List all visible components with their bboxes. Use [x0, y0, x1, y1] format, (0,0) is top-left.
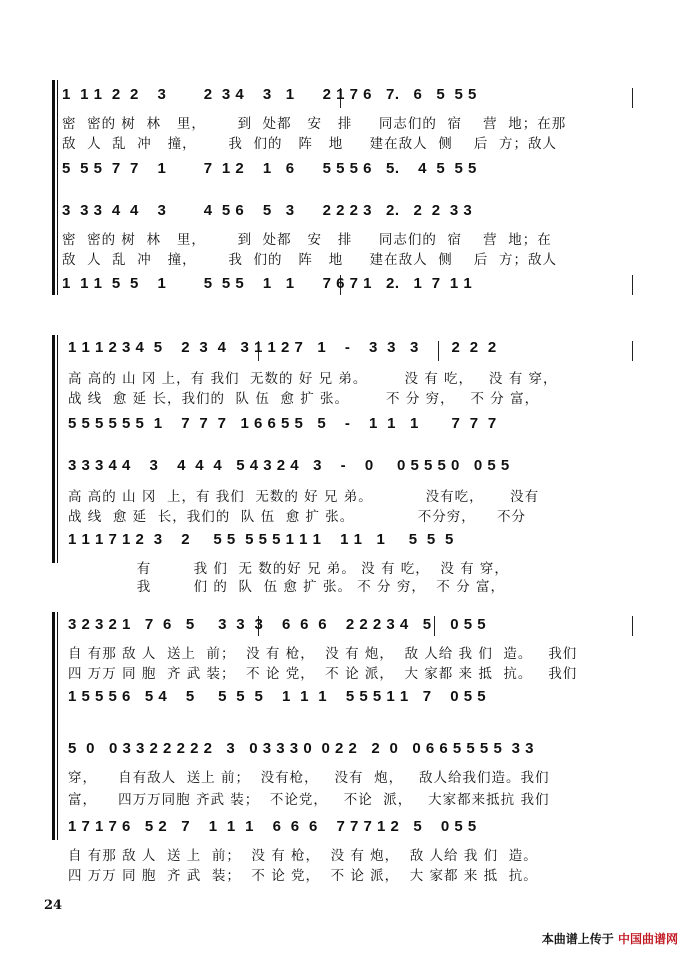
lyric-row: 自 有那 敌 人 送 上 前； 没 有 枪， 没 有 炮， 敌 人给 我 们 造。	[68, 848, 538, 864]
lyric-row: 密 密的 树 林 里， 到 处都 安 排 同志们的 宿 营 地；在	[62, 232, 552, 248]
lyric-row: 四 万万 同 胞 齐 武 装； 不 论 党， 不 论 派， 大 家都 来 抵 抗。 我们	[68, 666, 578, 682]
notation-row: 1 1 1 5 5 1 5 5 5 1 1 7 6 7 1 2. 1 7 1 1	[62, 275, 473, 292]
lyric-row: 敌 人 乱 冲 撞， 我 们的 阵 地 建在敌人 侧 后 方；敌人	[62, 136, 557, 152]
notation-row: 5 5 5 5 5 5 1 7 7 7 1 6 6 5 5 5 - 1 1 1 7 7 7	[68, 415, 497, 432]
lyric-row: 我 们 的 队 伍 愈 扩 张。 不 分 穷， 不 分 富，	[68, 579, 505, 595]
lyric-row: 穿， 自有敌人 送上 前； 没有枪， 没有 炮， 敌人给我们造。我们	[68, 770, 550, 786]
system-brace	[52, 335, 58, 563]
notation-row: 1 5 5 5 6 5 4 5 5 5 5 1 1 1 5 5 5 1 1 7 0 5 5	[68, 688, 487, 705]
notation-row: 1 7 1 7 6 5 2 7 1 1 1 6 6 6 7 7 7 1 2 5 0 5 5	[68, 818, 477, 835]
notation-row: 5 0 0 3 3 2 2 2 2 2 3 0 3 3 3 0 0 2 2 2 0 0 6 6 5 5 5 5 3 3	[68, 740, 534, 757]
lyric-row: 高 高的 山 冈 上，有 我们 无数的 好 兄 弟。 没 有 吃， 没 有 穿，	[68, 371, 558, 387]
notation-row: 5 5 5 7 7 1 7 1 2 1 6 5 5 5 6 5. 4 5 5 5	[62, 160, 477, 177]
score-system-2	[0, 335, 690, 595]
notation-row: 1 1 1 7 1 2 3 2 5 5 5 5 5 1 1 1 1 1 1 5 5 5	[68, 531, 454, 548]
barline	[632, 88, 633, 108]
lyric-row: 敌 人 乱 冲 撞， 我 们的 阵 地 建在敌人 侧 后 方；敌人	[62, 252, 557, 268]
lyric-row: 战 线 愈 延 长，我们的 队 伍 愈 扩 张。 不分穷， 不分	[68, 509, 526, 525]
notation-row: 1 1 1 2 2 3 2 3 4 3 1 2 1 7 6 7. 6 5 5 5	[62, 86, 477, 103]
barline	[632, 616, 633, 636]
brand-logo: 中国曲谱网	[617, 932, 678, 946]
footer-watermark	[542, 930, 678, 947]
lyric-row: 有 我 们 无 数的好 兄 弟。 没 有 吃， 没 有 穿，	[68, 561, 509, 577]
notation-row: 3 3 3 4 4 3 4 5 6 5 3 2 2 2 3 2. 2 2 3 3	[62, 202, 473, 219]
lyric-row: 富， 四万万同胞 齐武 装； 不论党， 不论 派， 大家都来抵抗 我们	[68, 792, 550, 808]
lyric-row: 高 高的 山 冈 上，有 我们 无数的 好 兄 弟。 没有吃， 没有	[68, 489, 540, 505]
page-number: 24	[44, 898, 63, 913]
footer-uploaded-text: 本曲谱上传于	[541, 932, 614, 946]
lyric-row: 自 有那 敌 人 送上 前； 没 有 枪， 没 有 炮， 敌 人给 我 们 造。 我们	[68, 646, 578, 662]
system-brace	[52, 80, 58, 295]
barline	[632, 275, 633, 295]
lyric-row: 密 密的 树 林 里， 到 处都 安 排 同志们的 宿 营 地；在那	[62, 116, 567, 132]
system-brace	[52, 612, 58, 840]
score-system-1	[0, 80, 690, 295]
lyric-row: 四 万万 同 胞 齐 武 装； 不 论 党， 不 论 派， 大 家都 来 抵 抗。	[68, 868, 538, 884]
notation-row: 3 3 3 4 4 3 4 4 4 5 4 3 2 4 3 - 0 0 5 5 5 0 0 5 5	[68, 457, 510, 474]
score-system-3	[0, 612, 690, 882]
notation-row: 3 2 3 2 1 7 6 5 3 3 3 6 6 6 2 2 2 3 4 5 0 5 5	[68, 616, 487, 633]
barline	[632, 341, 633, 361]
notation-row: 1 1 1 2 3 4 5 2 3 4 3 1 1 2 7 1 - 3 3 3 2 2 2	[68, 339, 497, 356]
lyric-row: 战 线 愈 延 长，我们的 队 伍 愈 扩 张。 不 分 穷， 不 分 富，	[68, 391, 540, 407]
